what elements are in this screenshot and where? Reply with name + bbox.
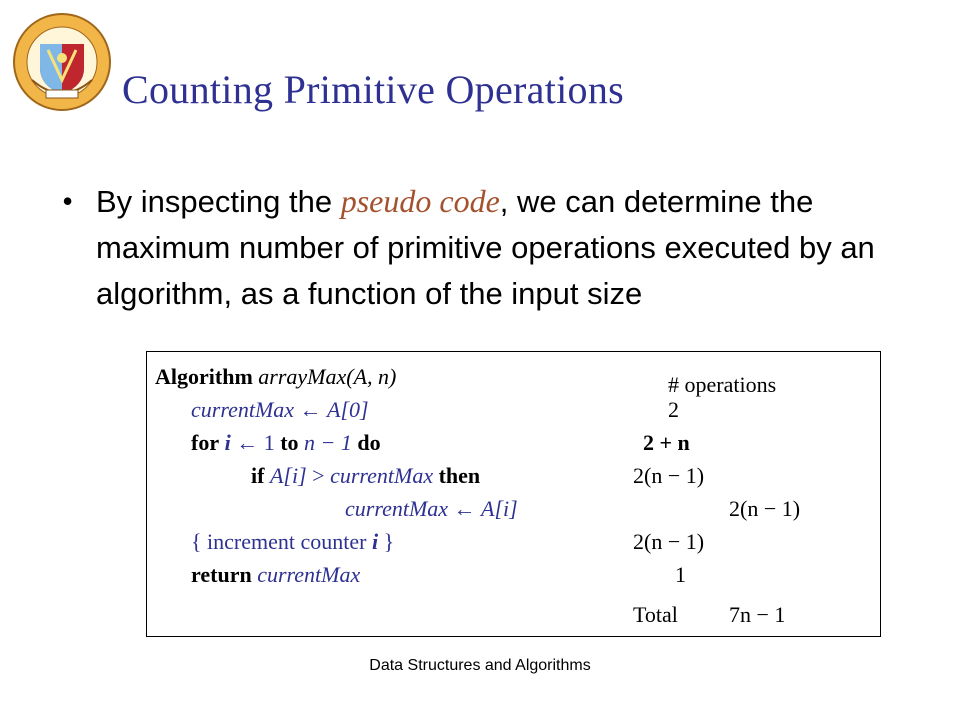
compare-op: >	[312, 463, 325, 488]
code-var: currentMax	[330, 463, 434, 488]
bullet-item	[62, 178, 912, 317]
code-var: A[i]	[269, 463, 307, 488]
algorithm-params: (A, n)	[346, 364, 397, 389]
code-line-3	[251, 463, 480, 489]
algorithm-header	[155, 364, 396, 390]
operation-count: 2	[668, 397, 679, 422]
bullet-highlight: pseudo code	[340, 183, 500, 219]
kw-to: to	[280, 430, 299, 455]
code-value: n − 1	[304, 430, 352, 455]
bullet-dot-icon: •	[62, 183, 74, 219]
code-value: 1	[263, 430, 275, 455]
code-line-5	[191, 529, 394, 555]
kw-for: for	[191, 430, 220, 455]
university-crest-icon	[10, 10, 114, 114]
bullet-text-before: By inspecting the	[96, 184, 341, 219]
code-line-4	[345, 496, 518, 522]
total-label: Total	[633, 602, 678, 627]
code-var: currentMax	[191, 397, 295, 422]
assign-arrow: ←	[453, 496, 476, 521]
kw-do: do	[357, 430, 381, 455]
algorithm-box	[146, 351, 881, 637]
code-var: currentMax	[345, 496, 449, 521]
algorithm-name: arrayMax	[258, 364, 347, 389]
code-line-2	[191, 430, 381, 456]
assign-arrow: ←	[299, 397, 322, 422]
kw-then: then	[438, 463, 481, 488]
operation-count: 2(n − 1)	[633, 463, 705, 488]
code-var: currentMax	[257, 562, 361, 587]
code-line-6	[191, 562, 360, 588]
bullet-text	[96, 178, 912, 317]
code-line-1	[191, 397, 369, 423]
operations-header: # operations	[668, 372, 777, 397]
assign-arrow: ←	[236, 430, 259, 455]
kw-return: return	[191, 562, 252, 587]
page-title: Counting Primitive Operations	[122, 67, 625, 112]
code-rhs: A[i]	[481, 496, 518, 521]
operation-count: 1	[675, 562, 686, 587]
code-var: i	[371, 529, 379, 554]
increment-text: { increment counter	[191, 529, 372, 554]
increment-close: }	[378, 529, 395, 554]
code-var: i	[224, 430, 231, 455]
operation-count: 2(n − 1)	[729, 496, 801, 521]
code-rhs: A[0]	[327, 397, 369, 422]
kw-algorithm: Algorithm	[155, 364, 253, 389]
bullet-text-after: , we can determine the maximum number of primitive operations executed by an algorithm, as a function of the input size	[96, 184, 875, 311]
operation-count: 2(n − 1)	[633, 529, 705, 554]
total-value: 7n − 1	[729, 602, 786, 627]
footer: Data Structures and Algorithms	[369, 657, 591, 674]
operation-count: 2 + n	[643, 430, 690, 455]
kw-if: if	[251, 463, 265, 488]
